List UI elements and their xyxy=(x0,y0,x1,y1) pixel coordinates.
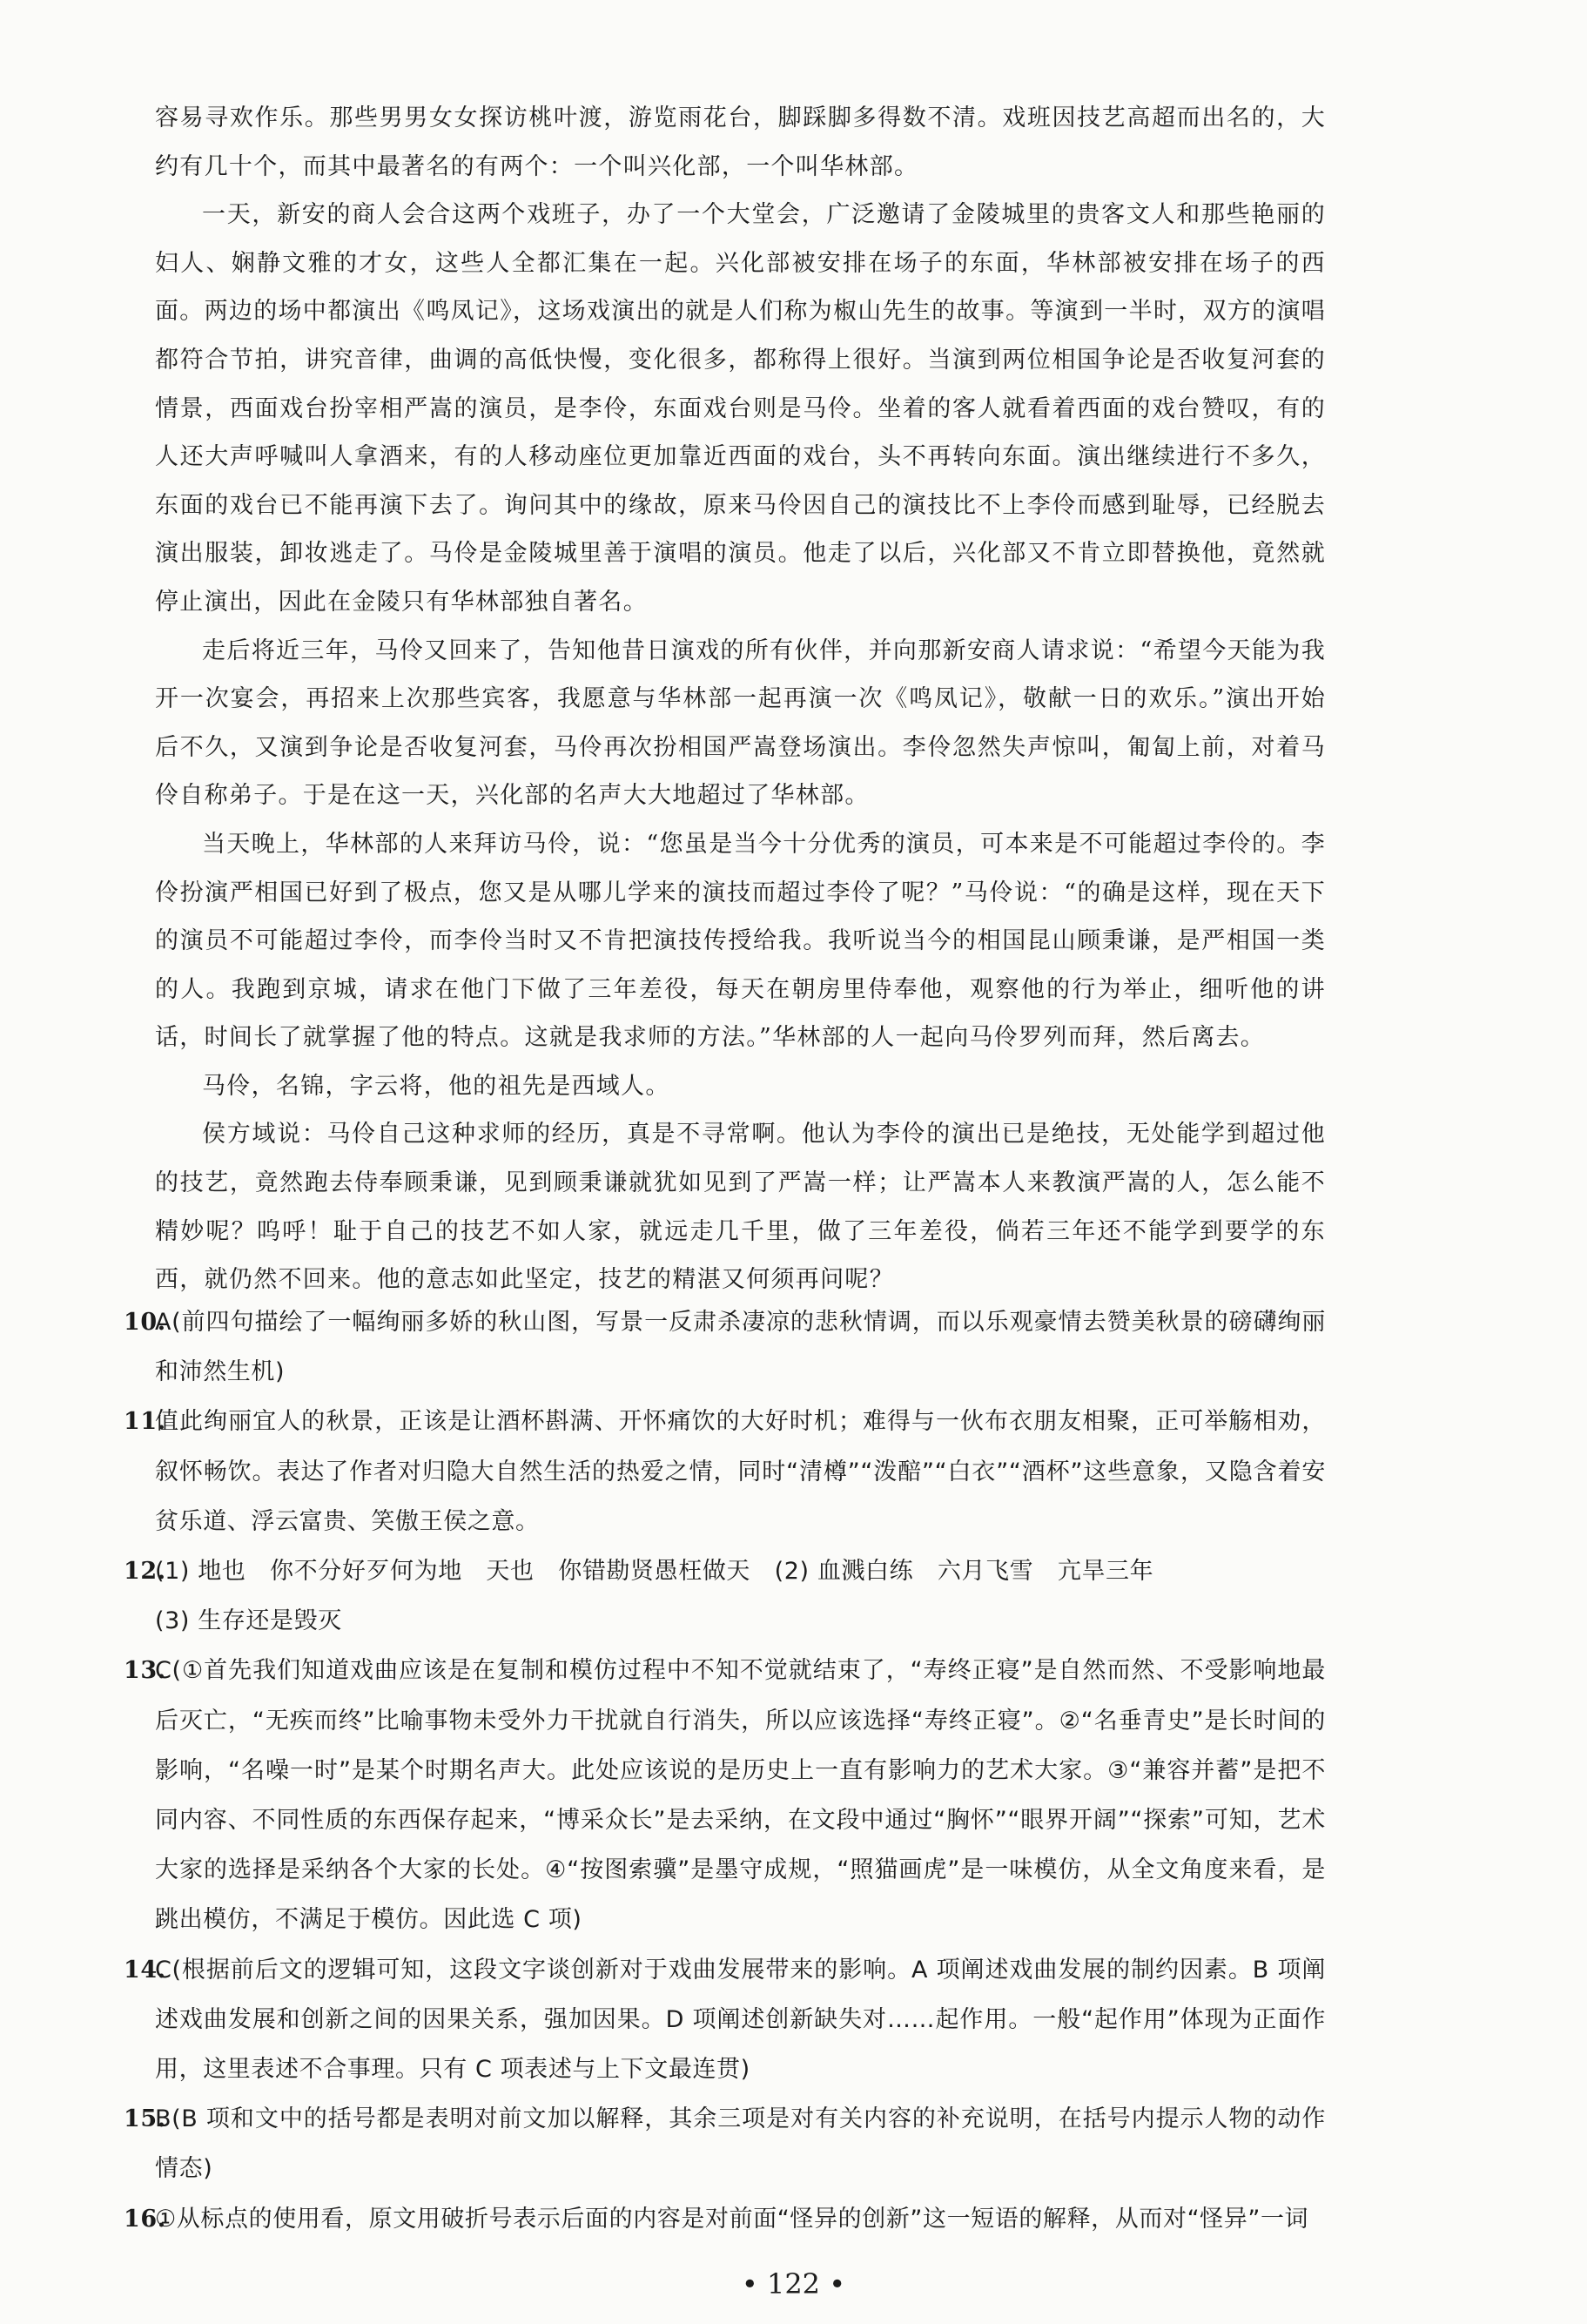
answer-section xyxy=(124,1297,1326,2244)
translation-paragraph: 走后将近三年，马伶又回来了，告知他昔日演戏的所有伙伴，并向那新安商人请求说：“希望今天能为我开一次宴会，再招来上次那些宾客，我愿意与华林部一起再演一次《鸣凤记》，敬献一日的欢乐。”演出开始后不久，又演到争论是否收复河套，马伶再次扮相国严嵩登场演出。李伶忽然失声惊叫，匍匐上前，对着马伶自称弟子。于是在这一天，兴化部的名声大大地超过了华林部。 xyxy=(155,637,1326,810)
answer-text: (1) 地也 你不分好歹何为地 天也 你错勘贤愚枉做天 (2) 血溅白练 六月飞雪 亢旱三年 xyxy=(155,1558,1154,1586)
translation-paragraph: 一天，新安的商人会合这两个戏班子，办了一个大堂会，广泛邀请了金陵城里的贵客文人和那些艳丽的妇人、娴静文雅的才女，这些人全都汇集在一起。兴化部被安排在场子的东面，华林部被安排在场子的西面。两边的场中都演出《鸣凤记》，这场戏演出的就是人们称为椒山先生的故事。等演到一半时，双方的演唱都符合节拍，讲究音律，曲调的高低快慢，变化很多，都称得上很好。当演到两位相国争论是否收复河套的情景，西面戏台扮宰相严嵩的演员，是李伶，东面戏台则是马伶。坐着的客人就看着西面的戏台赞叹，有的人还大声呼喊叫人拿酒来，有的人移动座位更加靠近西面的戏台，头不再转向东面。演出继续进行不多久，东面的戏台已不能再演下去了。询问其中的缘故，原来马伶因自己的演技比不上李伶而感到耻辱，已经脱去演出服装，卸妆逃走了。马伶是金陵城里善于演唱的演员。他走了以后，兴化部又不肯立即替换他，竟然就停止演出，因此在金陵只有华林部独自著名。 xyxy=(155,201,1326,616)
answer-item xyxy=(124,1397,1326,1546)
answer-number: 12. xyxy=(124,1558,166,1586)
answer-item xyxy=(124,1945,1326,2095)
answer-text: (3) 生存还是毁灭 xyxy=(155,1607,342,1635)
answer-text: A(前四句描绘了一幅绚丽多娇的秋山图，写景一反肃杀凄凉的悲秋情调，而以乐观豪情去赞美秋景的磅礴绚丽和沛然生机) xyxy=(155,1309,1326,1386)
translation-section xyxy=(155,94,1326,1304)
answer-item xyxy=(124,2194,1326,2244)
translation-paragraph: 容易寻欢作乐。那些男男女女探访桃叶渡，游览雨花台，脚踩脚多得数不清。戏班因技艺高超而出名的，大约有几十个，而其中最著名的有两个：一个叫兴化部，一个叫华林部。 xyxy=(155,104,1326,180)
answer-item xyxy=(124,1646,1326,1944)
answer-text: C(根据前后文的逻辑可知，这段文字谈创新对于戏曲发展带来的影响。A 项阐述戏曲发展的制约因素。B 项阐述戏曲发展和创新之间的因果关系，强加因果。D 项阐述创新缺失对……起作用。一般“起作用”体现为正面作用，这里表述不合事理。只有 C 项表述与上下文最连贯) xyxy=(155,1956,1326,2084)
translation-paragraph: 侯方域说：马伶自己这种求师的经历，真是不寻常啊。他认为李伶的演出已是绝技，无处能学到超过他的技艺，竟然跑去侍奉顾秉谦，见到顾秉谦就犹如见到了严嵩一样；让严嵩本人来教演严嵩的人，怎么能不精妙呢？呜呼！耻于自己的技艺不如人家，就远走几千里，做了三年差役，倘若三年还不能学到要学的东西，就仍然不回来。他的意志如此坚定，技艺的精湛又何须再问呢？ xyxy=(155,1121,1326,1294)
answer-number: 11. xyxy=(124,1408,166,1436)
answer-item xyxy=(124,1546,1326,1646)
translation-paragraph: 马伶，名锦，字云将，他的祖先是西域人。 xyxy=(202,1072,670,1100)
answer-number: 10. xyxy=(124,1309,166,1336)
translation-paragraph: 当天晚上，华林部的人来拜访马伶，说：“您虽是当今十分优秀的演员，可本来是不可能超过李伶的。李伶扮演严相国已好到了极点，您又是从哪儿学来的演技而超过李伶了呢？”马伶说：“的确是这样，现在天下的演员不可能超过李伶，而李伶当时又不肯把演技传授给我。我听说当今的相国昆山顾秉谦，是严相国一类的人。我跑到京城，请求在他门下做了三年差役，每天在朝房里侍奉他，观察他的行为举止，细听他的讲话，时间长了就掌握了他的特点。这就是我求师的方法。”华林部的人一起向马伶罗列而拜，然后离去。 xyxy=(155,830,1326,1052)
answer-number: 13. xyxy=(124,1657,166,1685)
answer-item xyxy=(124,1297,1326,1397)
answer-text: C(①首先我们知道戏曲应该是在复制和模仿过程中不知不觉就结束了，“寿终正寝”是自然而然、不受影响地最后灭亡，“无疾而终”比喻事物未受外力干扰就自行消失，所以应该选择“寿终正寝”。②“名垂青史”是长时间的影响，“名噪一时”是某个时期名声大。此处应该说的是历史上一直有影响力的艺术大家。③“兼容并蓄”是把不同内容、不同性质的东西保存起来，“博采众长”是去采纳，在文段中通过“胸怀”“眼界开阔”“探索”可知，艺术大家的选择是采纳各个大家的长处。④“按图索骥”是墨守成规，“照猫画虎”是一味模仿，从全文角度来看，是跳出模仿，不满足于模仿。因此选 C 项) xyxy=(155,1657,1326,1934)
answer-text: ①从标点的使用看，原文用破折号表示后面的内容是对前面“怪异的创新”这一短语的解释，从而对“怪异”一词 xyxy=(155,2205,1309,2233)
answer-text: 值此绚丽宜人的秋景，正该是让酒杯斟满、开怀痛饮的大好时机；难得与一伙布衣朋友相聚，正可举觞相劝，叙怀畅饮。表达了作者对归隐大自然生活的热爱之情，同时“清樽”“泼醅”“白衣”“酒杯”这些意象，又隐含着安贫乐道、浮云富贵、笑傲王侯之意。 xyxy=(155,1408,1326,1535)
answer-text: B(B 项和文中的括号都是表明对前文加以解释，其余三项是对有关内容的补充说明，在括号内提示人物的动作情态) xyxy=(155,2105,1326,2183)
answer-number: 14. xyxy=(124,1956,166,1984)
answer-item xyxy=(124,2094,1326,2193)
page-number: • 122 • xyxy=(741,2267,846,2300)
answer-number: 16. xyxy=(124,2205,166,2233)
answer-number: 15. xyxy=(124,2105,166,2133)
